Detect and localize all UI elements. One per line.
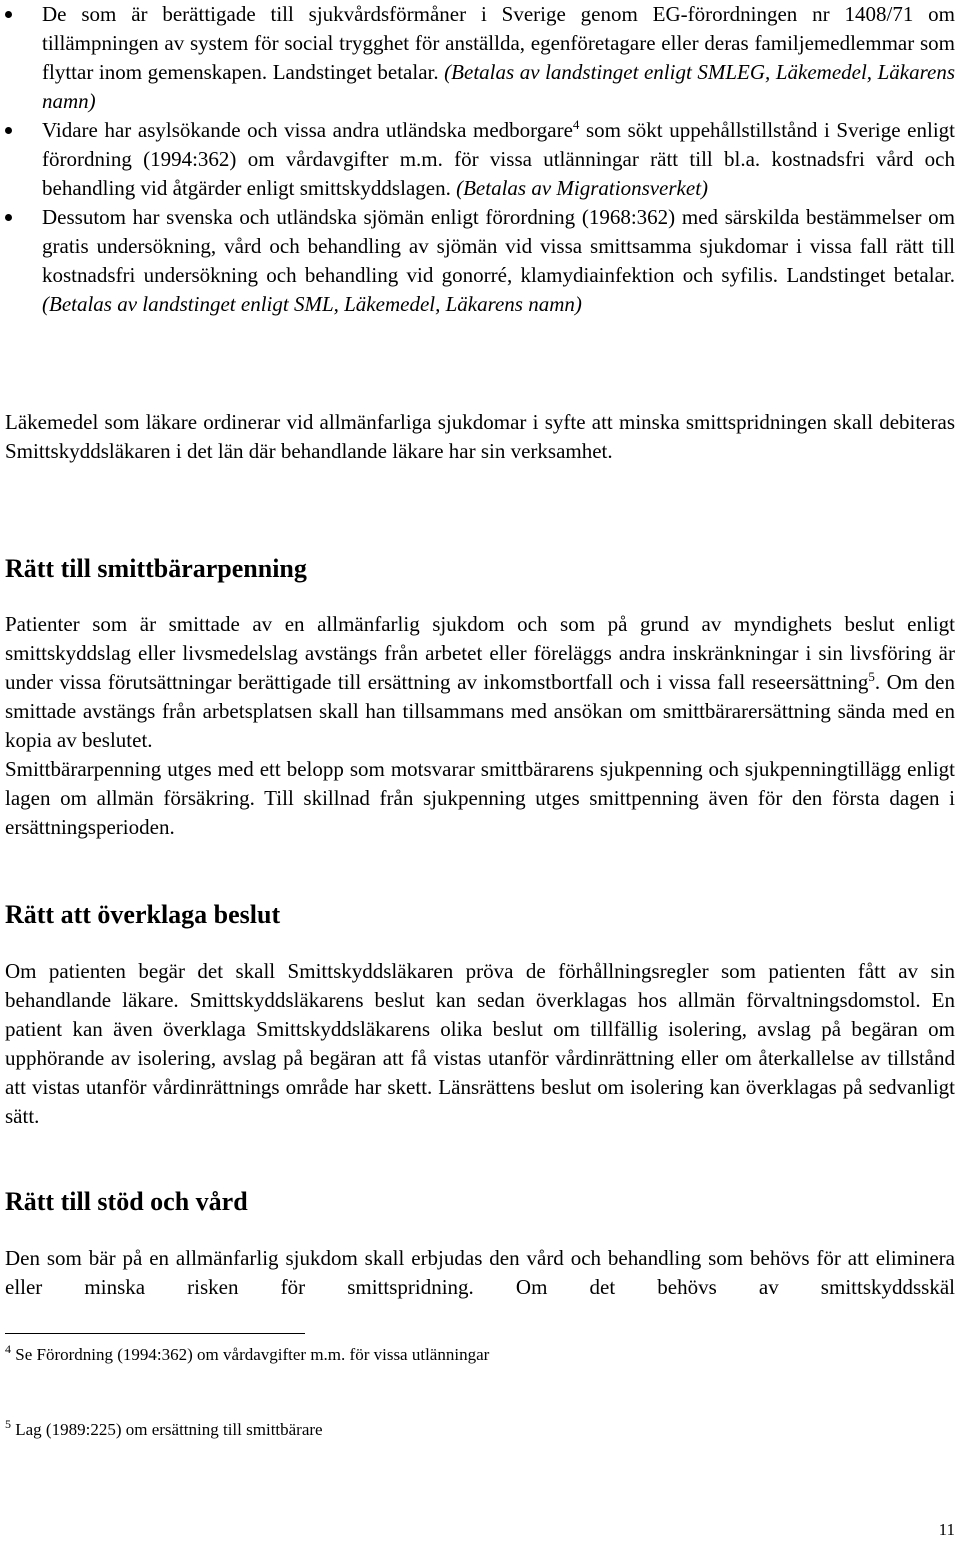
body-paragraph: Om patienten begär det skall Smittskyddsläkaren pröva de förhållningsregler som patienten fått av sin behandlande läkare. Smittskyddsläkarens beslut kan sedan överklagas hos allmän förvaltningsdomstol. En patient kan även överklaga Smittskyddsläkarens olika beslut om tillfällig isolering, avslag på begäran om upphörande av isolering, avslag på begäran att få vistas utanför vårdinrättning eller om återkallelse av tillstånd att vistas utanför vårdinrättnings område har skett. Länsrättens beslut om isolering kan överklagas på sedvanligt sätt.: [5, 959, 955, 1128]
section-heading: Rätt att överklaga beslut: [5, 900, 281, 929]
body-paragraph: Läkemedel som läkare ordinerar vid allmänfarliga sjukdomar i syfte att minska smittspridningen skall debiteras Smittskyddsläkaren i det län där behandlande läkare har sin verksamhet.: [5, 410, 955, 463]
body-paragraph: Patienter som är smittade av en allmänfarlig sjukdom och som på grund av myndighets beslut enligt smittskyddslag eller livsmedelslag avstängs från arbetet eller föreläggs andra inskränkningar i sin livsföring är under vissa förutsättningar berättigade till ersättning av inkomstbortfall och i vissa fall reseersättning$^5$. Om den smittade avstängs från arbetsplatsen skall han tillsammans med ansökan om smittbärarersättning sända med en kopia av beslutet.: [5, 612, 955, 752]
list-item: Dessutom har svenska och utländska sjömän enligt förordning (1968:362) med särskilda bestämmelser om gratis undersökning, vård och behandling av sjömän vid vissa smittsamma sjukdomar i vissa fall rätt till kostnadsfri undersökning och behandling vid gonorré, klamydiainfektion och syfilis. Landstinget betalar. (Betalas av landstinget enligt SML, Läkemedel, Läkarens namn): [5, 203, 955, 319]
bullet-icon: [5, 214, 12, 221]
list-item: Vidare har asylsökande och vissa andra utländska medborgare$^4$ som sökt uppehållstillstånd i Sverige enligt förordning (1994:362) om vårdavgifter m.m. för vissa utlänningar rätt till bl.a. kostnadsfri vård och behandling vid åtgärder enligt smittskyddslagen. (Betalas av Migrationsverket): [5, 116, 955, 203]
bullet-icon: [5, 11, 12, 18]
section-heading: Rätt till stöd och vård: [5, 1187, 248, 1216]
section-heading: Rätt till smittbärarpenning: [5, 554, 307, 583]
body-paragraph: Den som bär på en allmänfarlig sjukdom skall erbjudas den vård och behandling som behövs för att eliminera eller minska risken för smittspridning. Om det behövs av smittskyddsskäl: [5, 1246, 955, 1299]
footnote-ref: 4: [572, 117, 580, 132]
bullet-list: [5, 0, 955, 319]
bullet-icon: [5, 127, 12, 134]
list-item: De som är berättigade till sjukvårdsförmåner i Sverige genom EG-förordningen nr 1408/71 om tillämpningen av system för social trygghet för anställda, egenföretagare eller deras familjemedlemmar som flyttar inom gemenskapen. Landstinget betalar. (Betalas av landstinget enligt SMLEG, Läkemedel, Läkarens namn): [5, 0, 955, 116]
footnote-ref: 5: [868, 669, 875, 684]
footnote: $^4$ Se Förordning (1994:362) om vårdavgifter m.m. för vissa utlänningar: [5, 1342, 490, 1364]
section-body: [5, 610, 955, 842]
footnote-divider: [5, 1333, 305, 1334]
page-number: 11: [938, 1520, 955, 1539]
body-paragraph: Smittbärarpenning utges med ett belopp som motsvarar smittbärarens sjukpenning och sjukpenningtillägg enligt lagen om allmän försäkring. Till skillnad från sjukpenning utges smittpenning även för den första dagen i ersättningsperioden.: [5, 757, 955, 839]
footnote: $^5$ Lag (1989:225) om ersättning till smittbärare: [5, 1417, 323, 1439]
